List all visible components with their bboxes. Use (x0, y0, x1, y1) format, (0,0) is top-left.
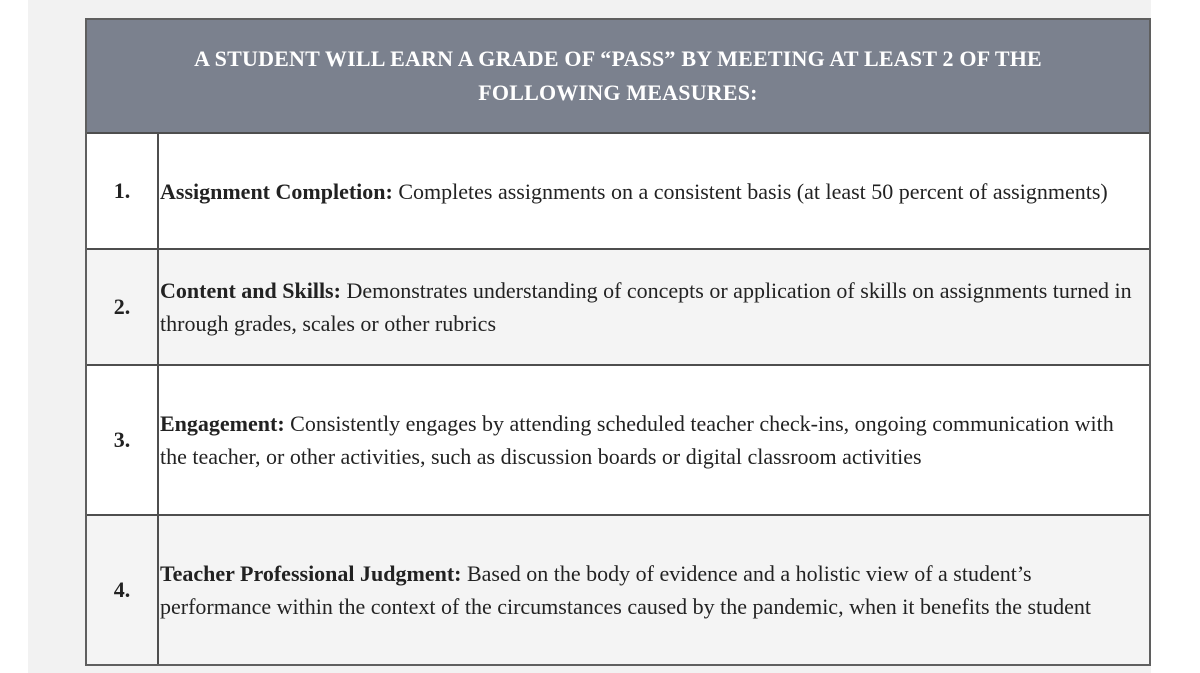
measure-description (159, 516, 1149, 664)
measure-text: Consistently engages by attending scheduled teacher check-ins, ongoing communication with the teacher, or other activities, such as discussion boards or digital classroom activities (160, 411, 1114, 469)
measure-label: Engagement: (160, 411, 285, 436)
measure-number: 3. (87, 366, 159, 514)
measure-number: 1. (87, 134, 159, 248)
table-row (87, 250, 1149, 366)
measure-text-block (160, 175, 1108, 208)
measure-label: Assignment Completion: (160, 178, 393, 204)
table-row (87, 366, 1149, 516)
measure-text: Based on the body of evidence and a holistic view of a student’s performance within the context of the circumstances caused by the pandemic, when it benefits the student (160, 561, 1092, 619)
measure-description (159, 134, 1149, 248)
table-row (87, 134, 1149, 250)
measure-number: 2. (87, 250, 159, 364)
measure-label: Content and Skills: (160, 278, 341, 303)
measure-description (159, 366, 1149, 514)
measure-text: Completes assignments on a consistent basis (at least 50 percent of assignments) (392, 178, 1108, 204)
table-row (87, 516, 1149, 664)
measure-text-block (160, 407, 1137, 473)
table-header-title: A STUDENT WILL EARN A GRADE OF “PASS” BY MEETING AT LEAST 2 OF THE FOLLOWING MEASURES: (194, 46, 1042, 105)
measure-text: Demonstrates understanding of concepts or application of skills on assignments turned in through grades, scales or other rubrics (160, 278, 1132, 336)
measure-description (159, 250, 1149, 364)
measure-label: Teacher Professional Judgment: (160, 561, 462, 586)
table-header (87, 20, 1149, 134)
measure-number: 4. (87, 516, 159, 664)
measure-text-block (160, 557, 1137, 623)
pass-criteria-table (85, 18, 1151, 666)
measure-text-block (160, 274, 1137, 340)
content-panel (28, 0, 1151, 673)
